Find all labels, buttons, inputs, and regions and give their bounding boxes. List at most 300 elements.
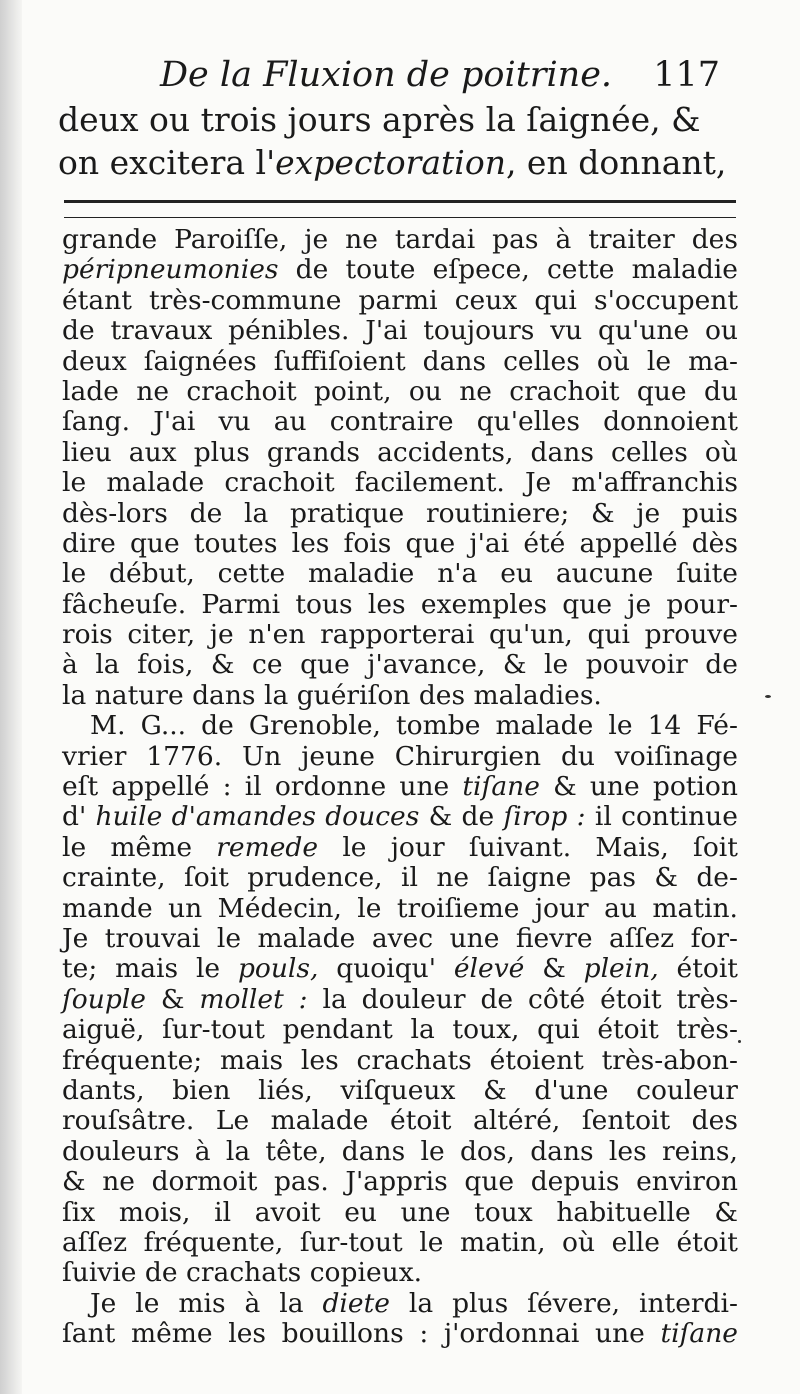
carry-over-line-2: on excitera l'expectoration, en donnant, [58,143,727,182]
word: tardai [394,224,476,255]
word: à [62,649,78,681]
word: malade [106,467,205,499]
word: où [596,345,630,377]
word: une [449,922,500,954]
word: il [214,1196,232,1228]
word: avoit [254,1196,321,1228]
double-rule-divider [64,200,736,218]
word: à [244,1287,261,1319]
word: mollet [199,983,284,1015]
word: il [244,771,262,803]
word: pour- [666,588,738,620]
word: vu [218,406,251,438]
text-line [62,499,738,529]
word: Parmi [201,588,281,620]
word: routiniere; [425,497,570,529]
word: & [62,1166,86,1198]
word: d' [62,801,87,833]
word: qui [587,619,630,651]
word: eu [500,558,533,590]
word: j'avance, [367,649,486,681]
word: le [608,710,633,742]
word: aiguë, [62,1014,145,1046]
word: les [291,527,330,559]
word: & [160,983,185,1015]
word: eſt [62,771,99,803]
word: la [410,1014,435,1046]
word: nature [94,679,184,711]
word: que [129,527,180,559]
word: liés, [258,1074,313,1106]
word: le [62,558,87,590]
text-line [62,1319,738,1349]
word: : [576,801,586,833]
word: fois, [137,649,194,681]
word: aux [128,436,177,468]
word: eu [344,1196,377,1228]
word: qui [534,284,577,316]
word: je [304,224,329,255]
ink-speck [738,1040,741,1043]
word: ſaigne [487,862,572,894]
word: étoit [600,983,662,1015]
word: une [589,771,640,803]
word: fréquente, [143,1226,284,1258]
word: ne [102,1166,135,1198]
word: des [691,1105,738,1137]
word: Mais, [595,831,669,863]
word: les [300,1044,339,1076]
text-line [62,1198,738,1228]
word: appellé [111,771,210,803]
word: Médecin, [217,892,342,924]
word: prouve [644,619,738,651]
word: la [279,1287,304,1319]
word: & [502,649,527,681]
word: diete [322,1287,390,1319]
word: vrier [62,740,127,772]
word: donnoient [603,406,738,438]
word: Paroiſſe, [174,224,288,255]
word: ſur-tout [162,1014,265,1046]
word: qu'elles [476,406,580,438]
word: contraire [329,406,454,438]
word: fievre [515,922,593,954]
word: malade [270,1105,369,1137]
word: lieu [62,436,112,468]
text-line [62,1228,738,1258]
word: environ [636,1166,738,1198]
word: crachoit [224,467,335,499]
word: étant [62,284,132,316]
text-line [62,924,738,954]
word: dire [62,527,116,559]
word: de [480,983,514,1015]
word: de [144,1257,178,1289]
word: grands [266,436,360,468]
word: dants, [62,1074,145,1106]
word: puis [681,497,738,529]
word: pas [492,224,539,255]
word: j'ai [469,527,510,559]
word: toute [345,254,416,286]
text-line [62,590,738,620]
word: deux [62,345,127,377]
word: de [295,254,329,286]
word: ſaignées [143,345,257,377]
word: tiſane [462,771,540,803]
word: la [95,649,120,681]
word: Je [90,1287,117,1319]
word: J'appris [345,1166,448,1198]
word: & [590,497,615,529]
word: pratique [289,497,405,529]
text-line [62,1167,738,1197]
word: ſuffiſoient [273,345,406,377]
word: il [401,862,418,894]
text-line [62,1106,738,1136]
word: ne [459,375,492,407]
word: ſouple [62,983,146,1015]
text-line [62,316,738,346]
word: de [201,710,234,742]
word: ne [345,224,378,255]
word: habituelle [556,1196,691,1228]
word: ſix [62,1196,96,1228]
text-line [62,742,738,772]
word: tête, [265,1135,327,1167]
word: dormoit [151,1166,258,1198]
word: qu'une [598,315,690,347]
text-line [62,1076,738,1106]
word: aucune [555,558,654,590]
word: étoit [676,1226,738,1258]
text-line [62,1258,738,1288]
text-line [62,529,738,559]
word: été [523,527,566,559]
word: ordonne [274,771,387,803]
word: ſoit [183,862,229,894]
word: dans [192,679,256,711]
word: les [228,1318,266,1350]
word: trouvai [104,922,201,954]
word: depuis [530,1166,620,1198]
text-line [62,377,738,407]
word: rois [62,619,113,651]
word: ſant [62,1318,116,1350]
running-head [160,50,720,100]
word: ſentoit [581,1105,671,1137]
word: point, [313,375,392,407]
word: crachats [356,1044,472,1076]
word: plus [193,436,250,468]
word: étoient [489,1044,584,1076]
word: prudence, [247,862,383,894]
word: ne [136,375,169,407]
word: : [298,983,308,1015]
word: je [627,588,652,620]
text-line [62,863,738,893]
word: guériſon [296,679,411,711]
word: que [562,588,613,620]
word: ou [704,315,738,347]
carry-over-line-1: deux ou trois jours après la ſaignée, & [58,100,701,139]
word: G... [140,710,187,742]
word: ce [252,649,283,681]
word: bouillons [281,1318,404,1350]
word: n'a [437,558,478,590]
word: avec [371,922,434,954]
word: de [705,649,738,681]
word: : [222,771,232,803]
word: for- [690,922,738,954]
word: Fé- [696,710,738,742]
word: très-commune [148,284,342,316]
word: à [555,224,572,255]
word: citer, [127,619,196,651]
word: ceux [454,284,518,316]
word: crachats [186,1257,302,1289]
word: pénibles. [228,315,350,347]
word: toux, [452,1014,520,1046]
word: facilement. [354,467,505,499]
word: plein, [583,953,659,985]
word: le [62,831,87,863]
word: & [714,1196,738,1228]
word: le [420,1135,445,1167]
word: 14 [647,710,682,742]
word: Un [241,740,282,772]
word: de- [696,862,738,894]
word: voiſinage [614,740,738,772]
word: où [562,1226,596,1258]
word: ne [436,862,470,894]
word: que [636,375,687,407]
word: crainte, [62,862,166,894]
word: jour [390,831,445,863]
word: le [216,922,242,954]
word: que [300,649,350,681]
text-line [62,468,738,498]
word: qu'un, [488,619,573,651]
word: aſſez [62,1226,128,1258]
word: travaux [110,315,213,347]
word: péripneumonies [62,254,279,286]
word: je [209,619,234,651]
word: s'occupent [594,284,738,316]
word: toux [474,1196,533,1228]
word: elle [611,1226,660,1258]
word: la [408,1287,434,1319]
word: à [194,1135,211,1167]
word: les [367,588,406,620]
word: appellé [579,527,678,559]
word: traiter [588,224,675,255]
word: la [322,983,347,1015]
word: de [461,801,495,833]
word: dos, [459,1135,515,1167]
word: rouſsâtre. [62,1105,195,1137]
word: côté [528,983,586,1015]
word: fois [343,527,392,559]
word: parmi [358,284,438,316]
word: la [62,679,87,711]
text-line [62,438,738,468]
word: pendant [282,1014,393,1046]
word: ou [408,375,442,407]
word: fréquente; [62,1044,203,1076]
word: au [604,892,637,924]
word: bien [172,1074,231,1106]
word: les [608,1135,647,1167]
word: J'ai [365,315,408,347]
body-text [62,225,738,1349]
word: au [273,406,307,438]
word: il [594,801,612,833]
word: le [62,467,87,499]
word: du [560,740,595,772]
word: viſqueux [340,1074,456,1106]
word: ſirop [503,801,568,833]
text-line [62,1289,738,1319]
word: dans [530,1135,594,1167]
text-line [62,985,738,1015]
word: des [691,224,738,255]
page-number: 117 [653,55,720,95]
word: & [483,1074,507,1106]
word: pouls, [237,953,319,985]
text-line [62,894,738,924]
word: étoit [390,1105,452,1137]
word: même [130,1318,213,1350]
word: ſévere, [527,1287,621,1319]
word: toutes [193,527,278,559]
word: d'une [534,1074,609,1106]
word: dès [691,527,738,559]
word: celles [611,436,688,468]
word: huile [95,801,163,833]
word: ma- [688,345,738,377]
text-line [62,559,738,589]
word: ſuivant. [468,831,572,863]
word: continue [621,801,738,833]
word: te; [62,953,98,985]
word: Je [62,922,89,954]
word: je [636,497,661,529]
word: & [654,862,678,894]
word: copieux. [309,1257,423,1289]
text-line [62,650,738,680]
word: eſpece, [432,254,530,286]
text-line [62,1046,738,1076]
word: une [400,1196,451,1228]
word: très- [676,983,738,1015]
word: malade [257,922,356,954]
word: la [243,497,269,529]
word: la [225,1135,251,1167]
word: j'ordonnai [443,1318,580,1350]
word: étoit [676,953,738,985]
word: dans [422,345,487,377]
word: la [263,679,289,711]
word: très-abon- [601,1044,738,1076]
text-line [62,802,738,832]
word: des [418,679,466,711]
word: ſur-tout [299,1226,403,1258]
text-line [62,620,738,650]
word: grande [62,224,158,255]
word: élevé [453,953,525,985]
word: une [595,1318,645,1350]
word: troiſieme [396,892,520,924]
word: plus [452,1287,509,1319]
word: pas [589,862,636,894]
word: 1776. [146,740,223,772]
text-line [62,225,738,255]
word: pouvoir [585,649,688,681]
word: douleurs [62,1135,180,1167]
word: douces [325,801,420,833]
text-line [62,711,738,741]
word: mois, [118,1196,191,1228]
word: fâcheuſe. [62,588,187,620]
text-line [62,255,738,285]
word: interdi- [639,1287,738,1319]
word: crachoit [509,375,620,407]
word: aſſez [609,922,675,954]
word: le [342,831,367,863]
word: de [189,497,223,529]
word: toujours [423,315,535,347]
word: vu [550,315,583,347]
text-line [62,954,738,984]
word: le [357,892,382,924]
word: d'amandes [171,801,316,833]
word: M. [90,710,126,742]
word: le [135,1287,160,1319]
word: que [464,1166,515,1198]
word: mais [220,1044,284,1076]
text-line [62,681,738,711]
word: du [703,375,738,407]
word: Grenoble, [248,710,381,742]
word: celles [503,345,580,377]
word: exemples [420,588,548,620]
ink-speck [765,695,771,698]
text-line [62,407,738,437]
word: cette [546,254,615,286]
word: quoiqu' [336,953,437,985]
word: tombe [396,710,481,742]
word: de [62,315,95,347]
word: mande [62,892,153,924]
word: jour [534,892,589,924]
word: un [168,892,203,924]
word: début, [109,558,195,590]
word: couleur [636,1074,738,1106]
text-line [62,1015,738,1045]
text-line [62,1137,738,1167]
word: & [553,771,577,803]
word: le [544,649,569,681]
word: remede [216,831,319,863]
word: que [405,527,456,559]
word: ſoit [693,831,738,863]
word: malade [495,710,594,742]
word: étoit [597,1014,659,1046]
word: matin, [459,1226,546,1258]
word: le [419,1226,444,1258]
